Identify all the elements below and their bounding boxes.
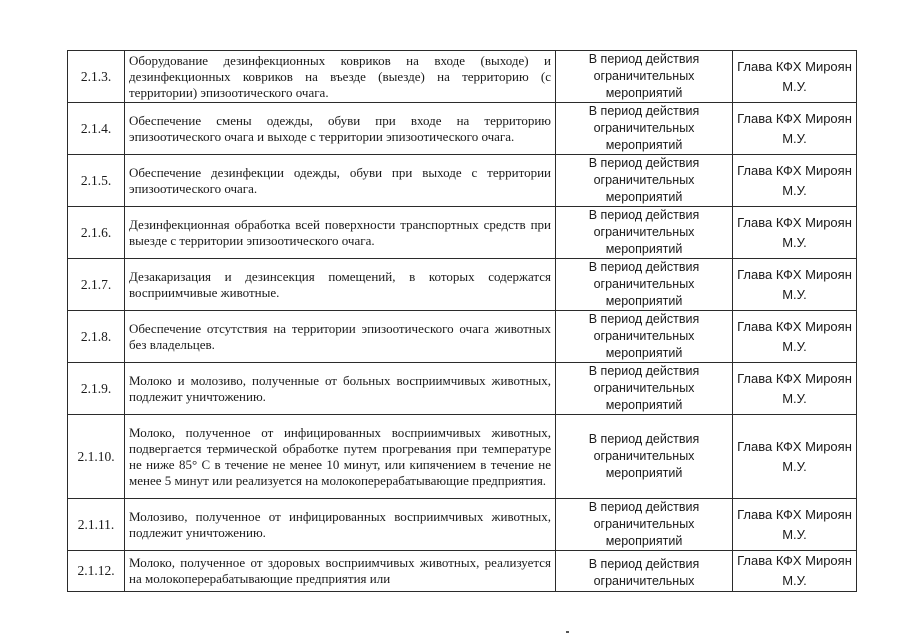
measure-description: Молозиво, полученное от инфицированных восприимчивых животных, подлежит уничтожению. [125,499,556,551]
responsible-person: Глава КФХ Мироян М.У. [733,363,857,415]
table-row [68,311,857,363]
measure-period: В период действия ограничительных [556,551,733,592]
responsible-person: Глава КФХ Мироян М.У. [733,311,857,363]
item-number: 2.1.3. [68,51,125,103]
table-row [68,551,857,592]
table-row [68,259,857,311]
measure-period: В период действия ограничительных мероприятий [556,259,733,311]
measures-table [67,50,857,592]
measure-description: Обеспечение смены одежды, обуви при входе на территорию эпизоотического очага и выходе с территории эпизоотического очага. [125,103,556,155]
measure-period: В период действия ограничительных мероприятий [556,311,733,363]
scan-speck [566,631,569,633]
table-row [68,363,857,415]
measure-description: Дезинфекционная обработка всей поверхности транспортных средств при выезде с территории эпизоотического очага. [125,207,556,259]
responsible-person: Глава КФХ Мироян М.У. [733,551,857,592]
responsible-person: Глава КФХ Мироян М.У. [733,415,857,499]
item-number: 2.1.4. [68,103,125,155]
table-row [68,51,857,103]
table-row [68,499,857,551]
measure-period: В период действия ограничительных мероприятий [556,499,733,551]
measure-description: Молоко, полученное от здоровых восприимчивых животных, реализуется на молокоперерабатывающие предприятия или [125,551,556,592]
measure-period: В период действия ограничительных мероприятий [556,363,733,415]
responsible-person: Глава КФХ Мироян М.У. [733,499,857,551]
table-row [68,415,857,499]
measure-period: В период действия ограничительных мероприятий [556,155,733,207]
responsible-person: Глава КФХ Мироян М.У. [733,259,857,311]
measure-description: Обеспечение дезинфекции одежды, обуви при выходе с территории эпизоотического очага. [125,155,556,207]
responsible-person: Глава КФХ Мироян М.У. [733,51,857,103]
item-number: 2.1.6. [68,207,125,259]
responsible-person: Глава КФХ Мироян М.У. [733,155,857,207]
table-row [68,207,857,259]
item-number: 2.1.5. [68,155,125,207]
measure-period: В период действия ограничительных мероприятий [556,51,733,103]
document-page [67,50,857,592]
table-row [68,155,857,207]
item-number: 2.1.12. [68,551,125,592]
measure-period: В период действия ограничительных мероприятий [556,207,733,259]
item-number: 2.1.7. [68,259,125,311]
item-number: 2.1.9. [68,363,125,415]
measure-period: В период действия ограничительных мероприятий [556,103,733,155]
measure-description: Дезакаризация и дезинсекция помещений, в которых содержатся восприимчивые животные. [125,259,556,311]
item-number: 2.1.8. [68,311,125,363]
measure-description: Молоко, полученное от инфицированных восприимчивых животных, подвергается термической обработке путем прогревания при температуре не ниже 85° С в течение не менее 10 минут, или кипячением в течение не менее 5 минут или реализуется на молокоперерабатывающие предприятия. [125,415,556,499]
measure-period: В период действия ограничительных мероприятий [556,415,733,499]
item-number: 2.1.11. [68,499,125,551]
measure-description: Оборудование дезинфекционных ковриков на входе (выходе) и дезинфекционных ковриков на въезде (выезде) на территорию (с территории) эпизоотического очага. [125,51,556,103]
table-row [68,103,857,155]
measure-description: Молоко и молозиво, полученные от больных восприимчивых животных, подлежит уничтожению. [125,363,556,415]
responsible-person: Глава КФХ Мироян М.У. [733,103,857,155]
item-number: 2.1.10. [68,415,125,499]
measure-description: Обеспечение отсутствия на территории эпизоотического очага животных без владельцев. [125,311,556,363]
responsible-person: Глава КФХ Мироян М.У. [733,207,857,259]
